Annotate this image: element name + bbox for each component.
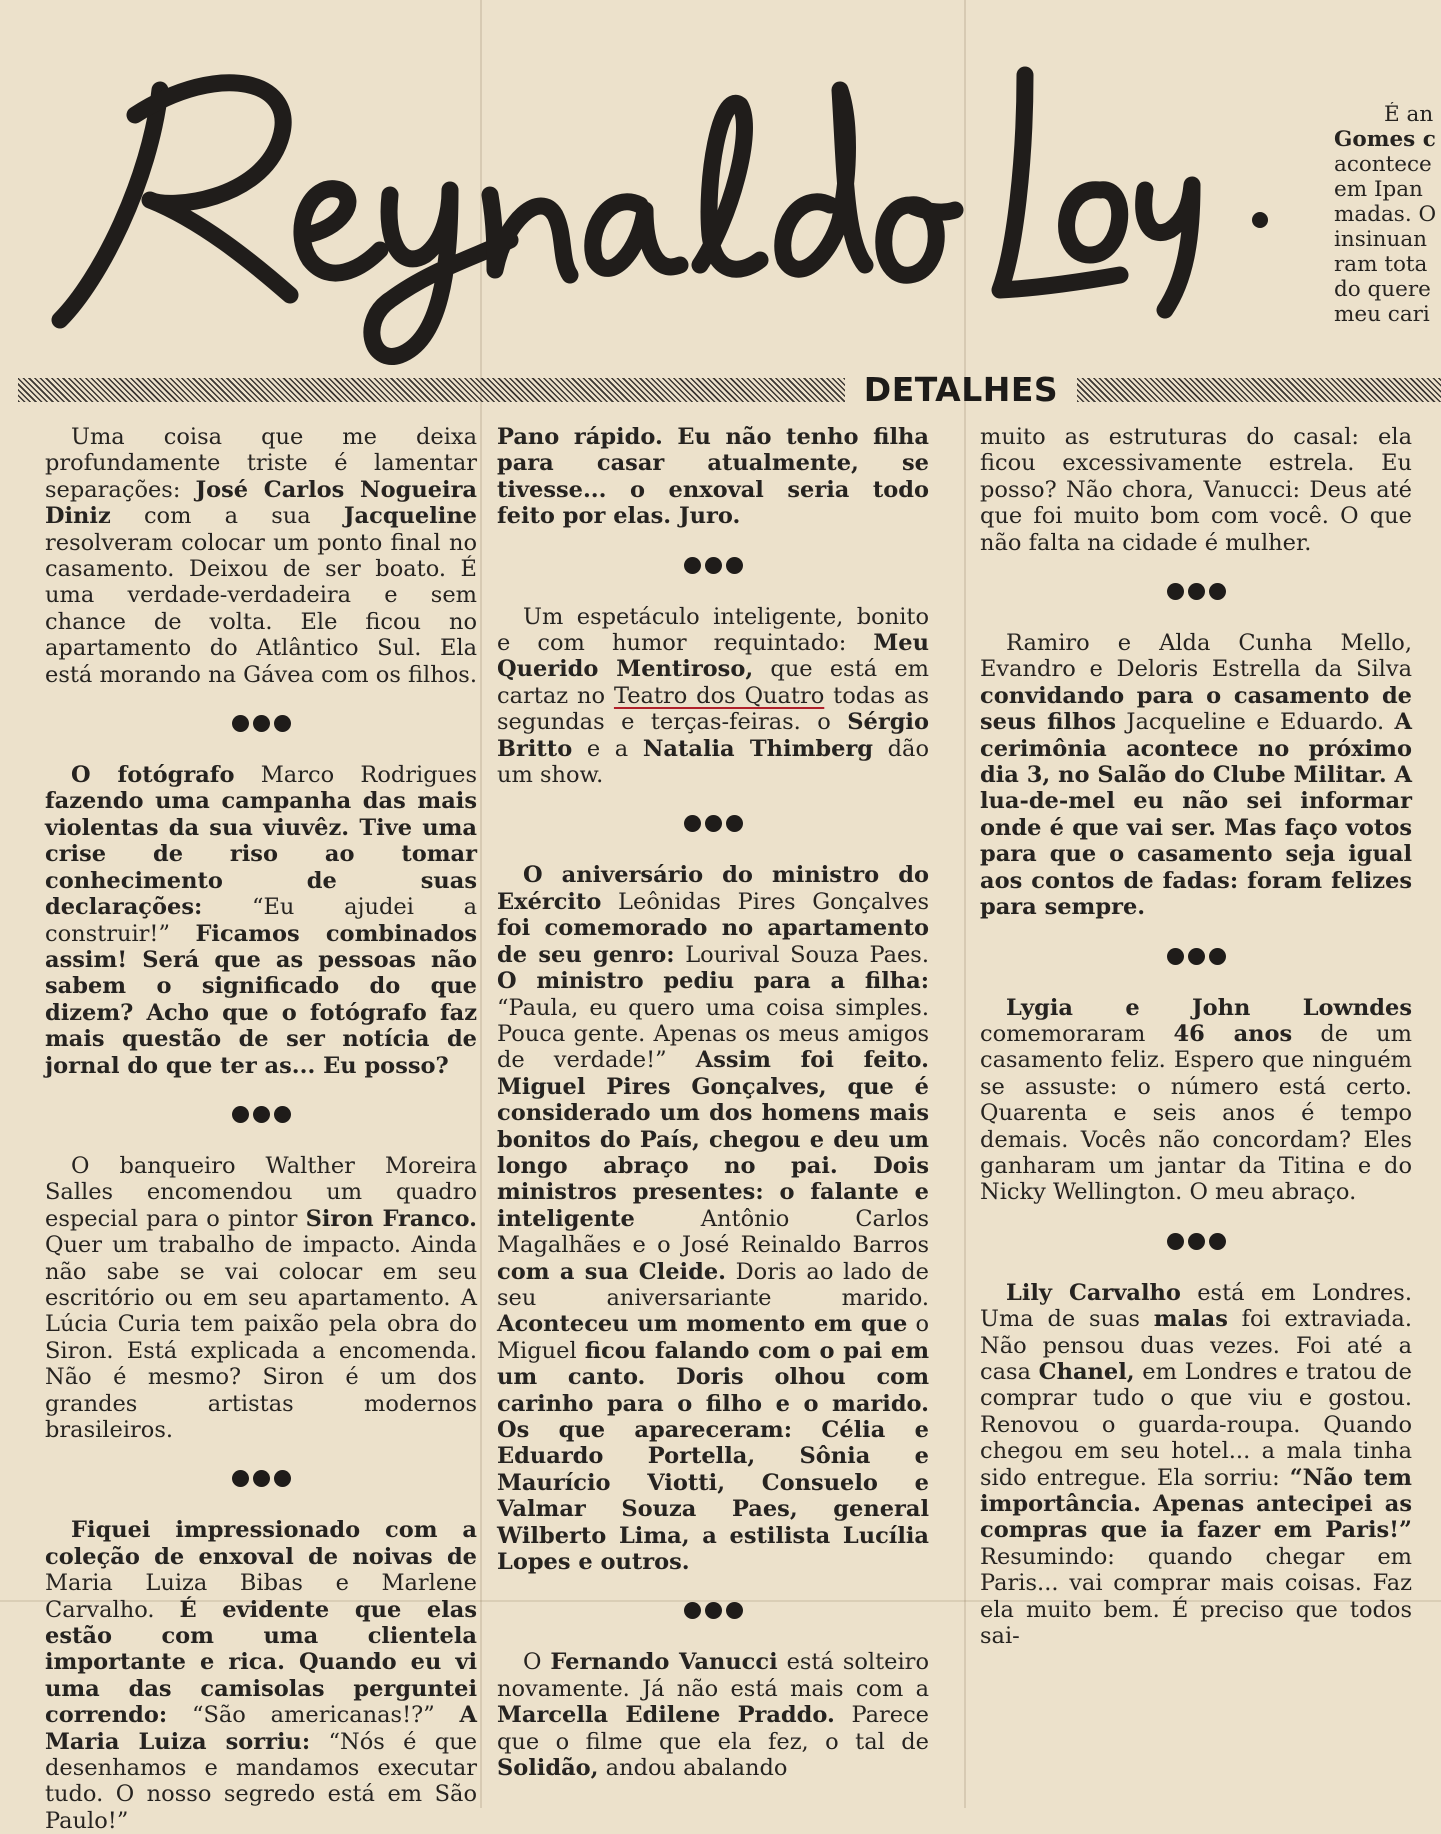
section-banner <box>18 372 1441 408</box>
fragment-line: acontece <box>1334 152 1432 177</box>
separator-dots <box>980 1230 1412 1256</box>
separator-dots <box>980 945 1412 971</box>
banner-hatch-left <box>18 378 845 402</box>
section-title: DETALHES <box>863 370 1059 409</box>
fragment-line: ram tota <box>1334 252 1428 277</box>
column-3 <box>980 424 1412 1649</box>
paragraph: O Fernando Vanucci está solteiro novamente. Já não está mais com a Marcella Edilene Praddo. Parece que o filme que ela fez, o tal de Solidão, andou abalando <box>497 1649 929 1782</box>
fragment-line: em Ipan <box>1334 177 1423 202</box>
paragraph: Lygia e John Lowndes comemoraram 46 anos de um casamento feliz. Espero que ninguém se assuste: o número está certo. Quarenta e seis anos é tempo demais. Vocês não concordam? Eles ganharam um jantar da Titina e do Nicky Wellington. O meu abraço. <box>980 994 1412 1206</box>
paragraph: Fiquei impressionado com a coleção de enxoval de noivas de Maria Luiza Bibas e Marlene Carvalho. É evidente que elas estão com uma clientela importante e rica. Quando eu vi uma das camisolas perguntei correndo: “São americanas!?” A Maria Luiza sorriu: “Nós é que desenhamos e mandamos executar tudo. O nosso segredo está em São Paulo!” <box>45 1517 478 1834</box>
separator-dots <box>497 812 929 838</box>
separator-dots <box>45 1103 477 1129</box>
paragraph: Um espetáculo inteligente, bonito e com humor requintado: Meu Querido Mentiroso, que está em cartaz no Teatro dos Quatro todas as segundas e terças-feiras. o Sérgio Britto e a Natalia Thimberg dão um show. <box>497 603 930 789</box>
paragraph: Pano rápido. Eu não tenho filha para casar atualmente, se tivesse... o enxoval seria todo feito por elas. Juro. <box>497 424 929 530</box>
adjacent-article-fragment <box>1334 102 1441 327</box>
signature-logo <box>40 20 1290 370</box>
separator-dots <box>980 580 1412 606</box>
column-2 <box>497 424 929 1781</box>
column-1 <box>45 424 477 1834</box>
separator-dots <box>45 1467 477 1493</box>
separator-dots <box>497 554 929 580</box>
paragraph: O aniversário do ministro do Exército Leônidas Pires Gonçalves foi comemorado no apartamento de seu genro: Lourival Souza Paes. O ministro pediu para a filha: “Paula, eu quero uma coisa simples. Pouca gente. Apenas os meus amigos de verdade!” Assim foi feito. Miguel Pires Gonçalves, que é considerado um dos homens mais bonitos do País, chegou e deu um longo abraço no pai. Dois ministros presentes: o falante e inteligente Antônio Carlos Magalhães e o José Reinaldo Barros com a sua Cleide. Doris ao lado de seu aniversariante marido. Aconteceu um momento em que o Miguel ficou falando com o pai em um canto. Doris olhou com carinho para o filho e o marido. Os que apareceram: Célia e Eduardo Portella, Sônia e Maurício Viotti, Consuelo e Valmar Souza Paes, general Wilberto Lima, a estilista Lucília Lopes e outros. <box>497 862 930 1576</box>
separator-dots <box>45 712 477 738</box>
banner-hatch-right <box>1077 378 1441 402</box>
fragment-line: meu cari <box>1334 302 1430 327</box>
fragment-line: É an <box>1384 102 1434 127</box>
paragraph: O banqueiro Walther Moreira Salles encomendou um quadro especial para o pintor Siron Franco. Quer um trabalho de impacto. Ainda não sabe se vai colocar em seu escritório ou em seu apartamento. A Lúcia Curia tem paixão pela obra do Siron. Está explicada a encomenda. Não é mesmo? Siron é um dos grandes artistas modernos brasileiros. <box>45 1152 477 1443</box>
fragment-line: do quere <box>1334 277 1431 302</box>
fragment-line: madas. O <box>1334 202 1437 227</box>
fragment-line: Gomes c <box>1334 127 1436 152</box>
paragraph: muito as estruturas do casal: ela ficou excessivamente estrela. Eu posso? Não chora, Vanucci: Deus até que foi muito bom com você. O que não falta na cidade é mulher. <box>980 424 1412 556</box>
fragment-line: insinuan <box>1334 227 1427 252</box>
paragraph: Uma coisa que me deixa profundamente triste é lamentar separações: José Carlos Nogueira Diniz com a sua Jacqueline resolveram colocar um ponto final no casamento. Deixou de ser boato. É uma verdade-verdadeira e sem chance de volta. Ele ficou no apartamento do Atlântico Sul. Ela está morando na Gávea com os filhos. <box>45 424 477 688</box>
paragraph: Lily Carvalho está em Londres. Uma de suas malas foi extraviada. Não pensou duas vezes. Foi até a casa Chanel, em Londres e tratou de comprar tudo o que viu e gostou. Renovou o guarda-roupa. Quando chegou em seu hotel... a mala tinha sido entregue. Ela sorriu: “Não tem importância. Apenas antecipei as compras que ia fazer em Paris!” Resumindo: quando chegar em Paris... vai comprar mais coisas. Faz ela muito bem. É preciso que todos sai- <box>980 1279 1413 1650</box>
paragraph: O fotógrafo Marco Rodrigues fazendo uma campanha das mais violentas da sua viuvêz. Tive uma crise de riso ao tomar conhecimento de suas declarações: “Eu ajudei a construir!” Ficamos combinados assim! Será que as pessoas não sabem o significado do que dizem? Acho que o fotógrafo faz mais questão de ser notícia de jornal do que ter as... Eu posso? <box>45 762 477 1079</box>
separator-dots <box>497 1599 929 1625</box>
paragraph: Ramiro e Alda Cunha Mello, Evandro e Deloris Estrella da Silva convidando para o casamento de seus filhos Jacqueline e Eduardo. A cerimônia acontece no próximo dia 3, no Salão do Clube Militar. A lua-de-mel eu não sei informar onde é que vai ser. Mas faço votos para que o casamento seja igual aos contos de fadas: foram felizes para sempre. <box>980 630 1413 921</box>
